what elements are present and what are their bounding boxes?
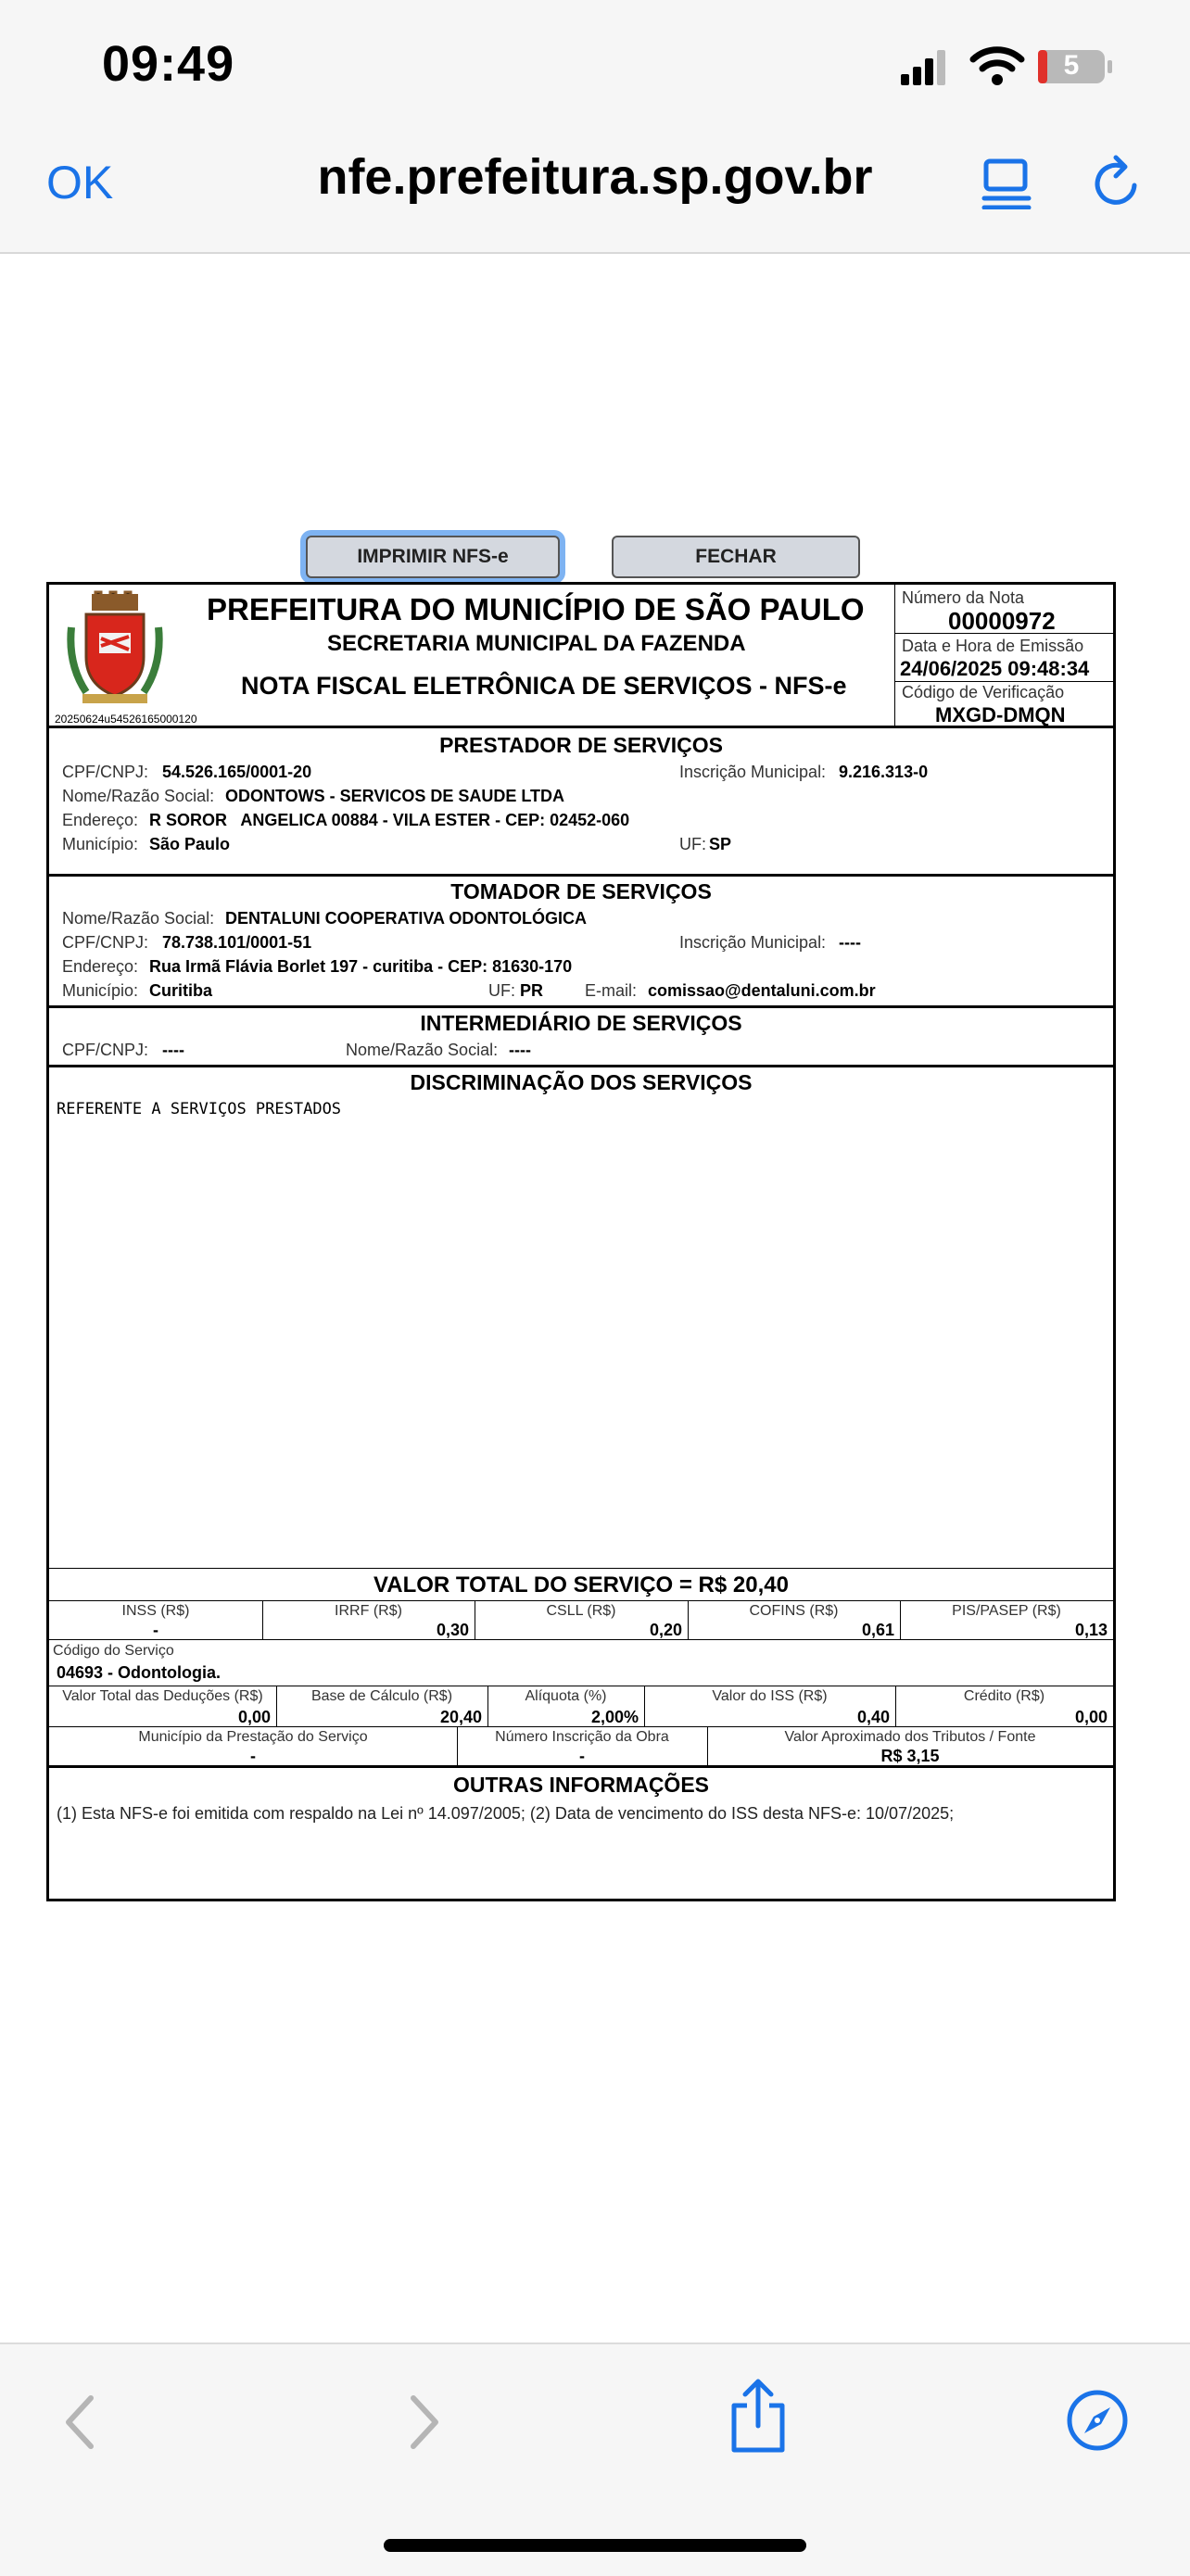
tomador-title: TOMADOR DE SERVIÇOS — [450, 879, 712, 903]
prestador-cpf: 54.526.165/0001-20 — [162, 763, 312, 781]
tributos-aprox-label: Valor Aproximado dos Tributos / Fonte — [784, 1729, 1036, 1745]
irrf-label: IRRF (R$) — [335, 1603, 402, 1619]
prestador-mun-label: Município: — [62, 835, 139, 853]
tomador-uf-label: UF: — [488, 981, 515, 1000]
reader-icon[interactable] — [981, 158, 1032, 209]
tomador-uf: PR — [520, 981, 544, 1000]
discriminacao-title: DISCRIMINAÇÃO DOS SERVIÇOS — [410, 1070, 753, 1094]
municipio-prestacao-label: Município da Prestação do Serviço — [138, 1729, 368, 1745]
print-nfse-button[interactable]: IMPRIMIR NFS-e — [306, 536, 560, 578]
discriminacao-text: REFERENTE A SERVIÇOS PRESTADOS — [57, 1100, 342, 1118]
prestador-im: 9.216.313-0 — [839, 763, 929, 781]
valor-iss-label: Valor do ISS (R$) — [712, 1688, 828, 1704]
prestador-end-label: Endereço: — [62, 811, 139, 829]
back-icon[interactable] — [59, 2393, 100, 2452]
prestador-uf-label: UF: — [679, 835, 706, 853]
intermediario-cpf: ---- — [162, 1041, 184, 1059]
prestador-end: R SOROR ANGELICA 00884 - VILA ESTER - CEP: 02452-060 — [149, 811, 630, 829]
csll-label: CSLL (R$) — [546, 1603, 616, 1619]
cofins-value: 0,61 — [861, 1621, 894, 1639]
valor-iss-value: 0,40 — [856, 1708, 890, 1726]
aliquota-value: 2,00% — [590, 1708, 639, 1726]
header-subtitle: SECRETARIA MUNICIPAL DA FAZENDA — [327, 631, 746, 656]
tomador-cpf: 78.738.101/0001-51 — [162, 933, 312, 952]
cofins-label: COFINS (R$) — [749, 1603, 839, 1619]
deducoes-value: 0,00 — [237, 1708, 271, 1726]
prestador-im-label: Inscrição Municipal: — [679, 763, 827, 781]
inss-label: INSS (R$) — [121, 1603, 190, 1619]
codigo-servico-label: Código do Serviço — [53, 1643, 174, 1659]
compass-icon[interactable] — [1066, 2389, 1129, 2452]
tomador-cpf-label: CPF/CNPJ: — [62, 933, 149, 952]
codigo-verificacao: MXGD-DMQN — [935, 703, 1066, 726]
battery-level: 5 — [1063, 50, 1080, 81]
irrf-value: 0,30 — [436, 1621, 469, 1639]
inscricao-obra-value: - — [579, 1747, 585, 1765]
codigo-label: Código de Verificação — [902, 683, 1065, 701]
outras-text: (1) Esta NFS-e foi emitida com respaldo na Lei nº 14.097/2005; (2) Data de vencimento do ISS desta NFS-e: 10/07/2025; — [57, 1804, 955, 1823]
tomador-im-label: Inscrição Municipal: — [679, 933, 827, 952]
battery-icon — [1036, 46, 1114, 87]
credito-value: 0,00 — [1074, 1708, 1108, 1726]
inss-value: - — [153, 1621, 158, 1639]
data-label: Data e Hora de Emissão — [902, 637, 1084, 655]
intermediario-nome-label: Nome/Razão Social: — [346, 1041, 499, 1059]
wifi-icon — [969, 44, 1025, 87]
numero-nota: 00000972 — [948, 607, 1056, 635]
doc-title: NOTA FISCAL ELETRÔNICA DE SERVIÇOS - NFS-e — [241, 672, 847, 700]
tomador-email: comissao@dentaluni.com.br — [648, 981, 876, 1000]
inscricao-obra-label: Número Inscrição da Obra — [495, 1729, 669, 1745]
valor-total: VALOR TOTAL DO SERVIÇO = R$ 20,40 — [373, 1572, 789, 1597]
tomador-mun: Curitiba — [149, 981, 213, 1000]
numero-label: Número da Nota — [902, 588, 1025, 607]
csll-value: 0,20 — [649, 1621, 682, 1639]
tomador-end-label: Endereço: — [62, 957, 139, 976]
intermediario-title: INTERMEDIÁRIO DE SERVIÇOS — [420, 1011, 742, 1035]
tomador-mun-label: Município: — [62, 981, 139, 1000]
deducoes-label: Valor Total das Deduções (R$) — [62, 1688, 263, 1704]
tomador-email-label: E-mail: — [585, 981, 638, 1000]
close-button[interactable]: FECHAR — [612, 536, 860, 578]
municipio-prestacao-value: - — [250, 1747, 256, 1765]
pispasep-label: PIS/PASEP (R$) — [952, 1603, 1061, 1619]
prestador-uf: SP — [709, 835, 732, 853]
prestador-nome: ODONTOWS - SERVICOS DE SAUDE LTDA — [225, 787, 565, 805]
codigo-servico-value: 04693 - Odontologia. — [57, 1663, 222, 1682]
browser-header — [0, 0, 1190, 254]
nfse-document — [46, 582, 1116, 1901]
base-calculo-value: 20,40 — [439, 1708, 482, 1726]
status-time: 09:49 — [102, 36, 235, 92]
credito-label: Crédito (R$) — [963, 1688, 1045, 1704]
header-title: PREFEITURA DO MUNICÍPIO DE SÃO PAULO — [207, 592, 865, 626]
intermediario-nome: ---- — [509, 1041, 531, 1059]
share-icon[interactable] — [727, 2378, 790, 2454]
data-emissao: 24/06/2025 09:48:34 — [900, 657, 1090, 680]
prestador-nome-label: Nome/Razão Social: — [62, 787, 215, 805]
prestador-cpf-label: CPF/CNPJ: — [62, 763, 149, 781]
tomador-nome-label: Nome/Razão Social: — [62, 909, 215, 928]
done-button[interactable]: OK — [46, 157, 114, 208]
address-bar[interactable]: nfe.prefeitura.sp.gov.br — [317, 149, 873, 205]
prefeitura-brasao-icon — [64, 590, 166, 707]
pispasep-value: 0,13 — [1074, 1621, 1108, 1639]
forward-icon[interactable] — [404, 2393, 445, 2452]
intermediario-cpf-label: CPF/CNPJ: — [62, 1041, 149, 1059]
prestador-title: PRESTADOR DE SERVIÇOS — [439, 733, 723, 757]
home-indicator — [384, 2539, 806, 2552]
outras-title: OUTRAS INFORMAÇÕES — [453, 1773, 709, 1797]
tomador-im: ---- — [839, 933, 861, 952]
tributos-aprox-value: R$ 3,15 — [880, 1747, 940, 1765]
signal-icon — [901, 48, 949, 85]
tomador-nome: DENTALUNI COOPERATIVA ODONTOLÓGICA — [225, 909, 587, 928]
base-calculo-label: Base de Cálculo (R$) — [310, 1688, 453, 1704]
reload-icon[interactable] — [1090, 154, 1146, 211]
tomador-end: Rua Irmã Flávia Borlet 197 - curitiba - CEP: 81630-170 — [149, 957, 573, 976]
aliquota-label: Alíquota (%) — [525, 1688, 607, 1704]
prestador-mun: São Paulo — [149, 835, 231, 853]
barcode-text: 20250624u54526165000120 — [55, 713, 197, 726]
